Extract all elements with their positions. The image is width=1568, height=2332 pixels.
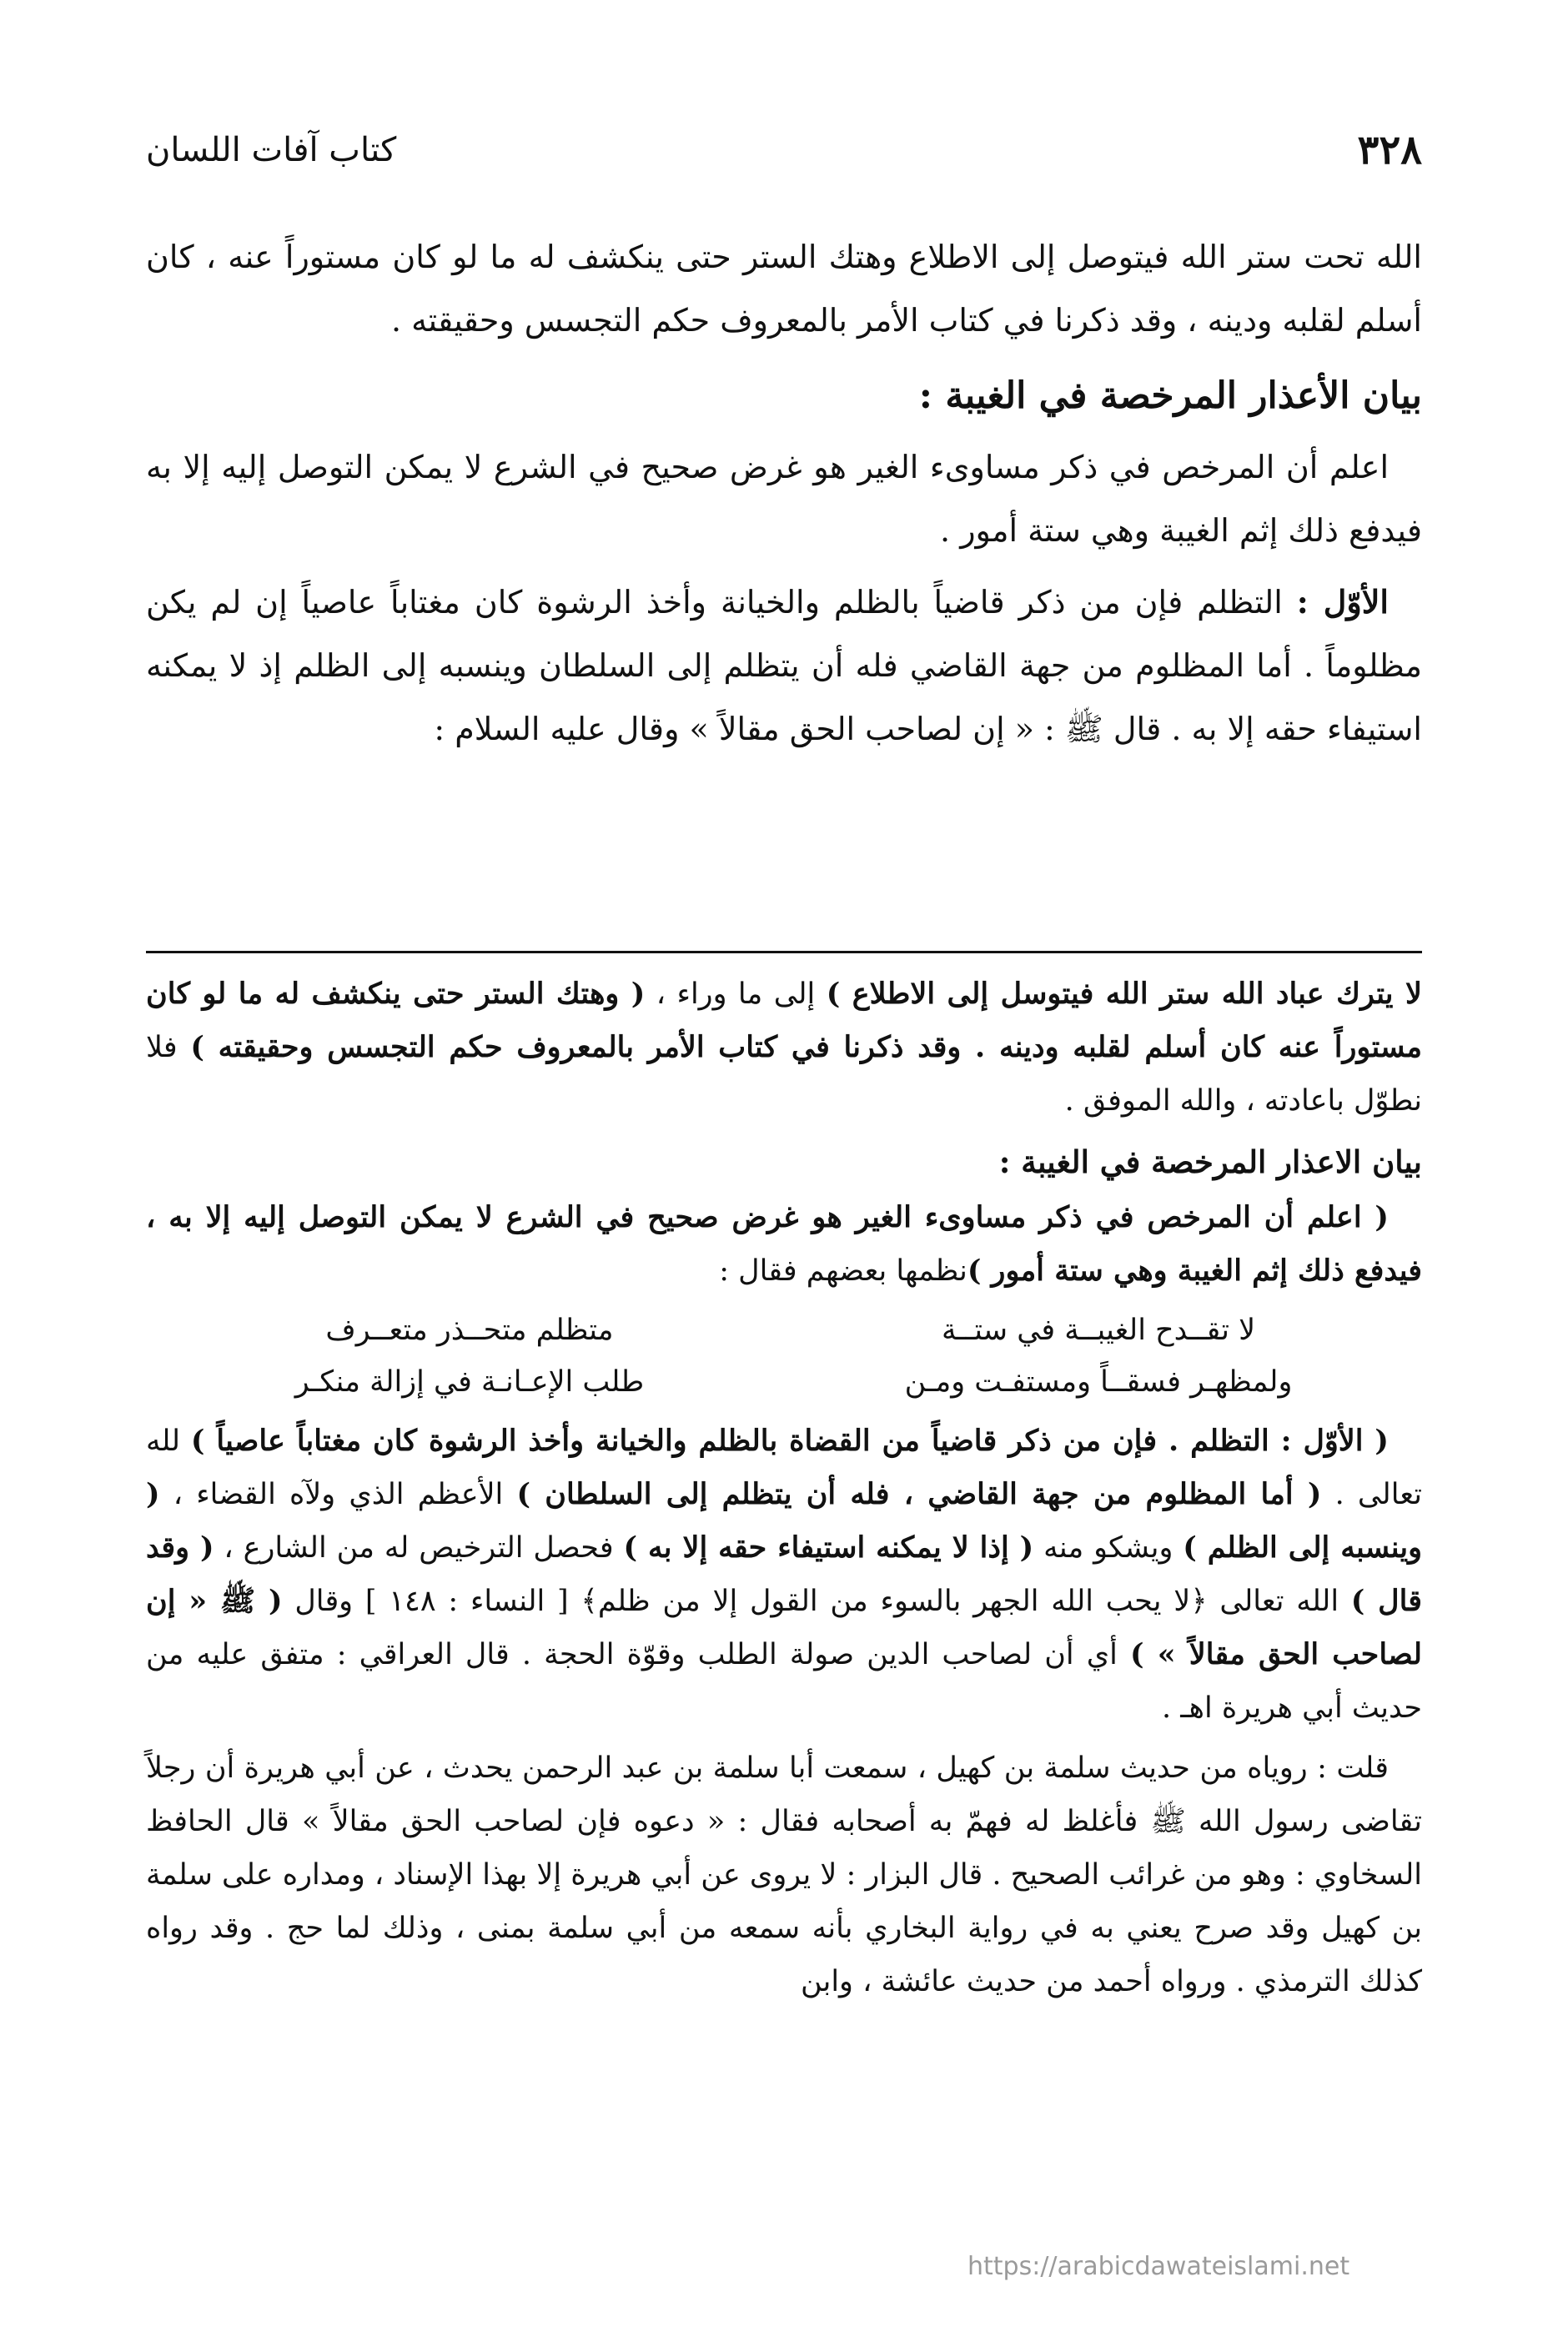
commentary-paragraph-1 bbox=[146, 967, 1422, 1128]
quoted-matn: لا يترك عباد الله ستر الله فيتوسل إلى الاطلاع ) bbox=[826, 977, 1422, 1011]
first-excuse-label: الأوّل : bbox=[1296, 583, 1389, 621]
poem bbox=[179, 1304, 1389, 1408]
running-title: كتاب آفات اللسان bbox=[146, 131, 397, 169]
page-header bbox=[146, 117, 1422, 183]
commentary-paragraph-3 bbox=[146, 1415, 1422, 1735]
quoted-matn: ( وينسبه إلى الظلم ) bbox=[146, 1477, 1422, 1565]
poem-hemistich: متظلم متحــذر متعــرف bbox=[325, 1314, 614, 1347]
poem-line bbox=[179, 1356, 1389, 1408]
commentary-gloss: ويشكو منه bbox=[1033, 1531, 1184, 1565]
commentary-text bbox=[146, 967, 1422, 2015]
commentary-gloss: فلا نطوّل باعادته ، والله الموفق . bbox=[146, 1031, 1422, 1118]
poem-hemistich: لا تقــدح الغيبــة في ستــة bbox=[941, 1314, 1256, 1347]
commentary-gloss: الأعظم الذي ولآه القضاء ، bbox=[159, 1478, 517, 1511]
quoted-matn: ( وقد قال ) bbox=[146, 1530, 1422, 1618]
commentary-heading: بيان الاعذار المرخصة في الغيبة : bbox=[998, 1143, 1422, 1180]
watermark-url: https://arabicdawateislami.net bbox=[967, 2252, 1350, 2281]
commentary-gloss: نظمها بعضهم فقال : bbox=[719, 1254, 967, 1288]
quoted-matn: ( الأوّل : التظلم . فإن من ذكر قاضياً من القضاة بالظلم والخيانة وأخذ الرشوة كان مغتاباً عاصياً ) bbox=[190, 1424, 1389, 1458]
quoted-matn: ( أما المظلوم من جهة القاضي ، فله أن يتظلم إلى السلطان ) bbox=[516, 1477, 1322, 1511]
poem-hemistich: طلب الإعـانـة في إزالة منكـر bbox=[294, 1365, 645, 1399]
main-paragraph-1: الله تحت ستر الله فيتوصل إلى الاطلاع وهتك الستر حتى ينكشف له ما لو كان مستوراً عنه ، كان أسلم لقلبه ودينه ، وقد ذكرنا في كتاب الأمر بالمعروف حكم التجسس وحقيقته . bbox=[146, 239, 1422, 339]
quoted-matn: ( إذا لا يمكنه استيفاء حقه إلا به ) bbox=[623, 1530, 1034, 1565]
footnote-divider bbox=[146, 951, 1422, 953]
commentary-gloss: أي أن لصاحب الدين صولة الطلب وقوّة الحجة . قال العراقي : متفق عليه من حديث أبي هريرة اهـ . bbox=[146, 1638, 1422, 1725]
page-number: ٣٢٨ bbox=[1357, 127, 1422, 173]
main-paragraph-3-text: التظلم فإن من ذكر قاضياً بالظلم والخيانة وأخذ الرشوة كان مغتاباً عاصياً إن لم يكن مظلوماً . أما المظلوم من جهة القاضي فله أن يتظلم إلى السلطان وينسبه إلى الظلم إذ لا يمكنه استيفاء حقه إلا به . قال ﷺ : « إن لصاحب الحق مقالاً » وقال عليه السلام : bbox=[146, 584, 1422, 747]
quoted-matn: ( ﷺ « إن لصاحب الحق مقالاً » ) bbox=[146, 1584, 1422, 1671]
commentary-paragraph-2 bbox=[146, 1191, 1422, 1298]
commentary-gloss: إلى ما وراء ، bbox=[645, 978, 827, 1011]
quoted-matn: ( اعلم أن المرخص في ذكر مساوىء الغير هو غرض صحيح في الشرع لا يمكن التوصل إليه إلا به ، فيدفع ذلك إثم الغيبة وهي ستة أمور ) bbox=[146, 1200, 1422, 1288]
main-paragraph-3 bbox=[146, 570, 1422, 761]
poem-hemistich: ولمظهـر فسقــاً ومستفـت ومـن bbox=[904, 1365, 1293, 1399]
commentary-paragraph-4: قلت : روياه من حديث سلمة بن كهيل ، سمعت أبا سلمة بن عبد الرحمن يحدث ، عن أبي هريرة أن رجلاً تقاضى رسول الله ﷺ فأغلظ له فهمّ به أصحابه فقال : « دعوه فإن لصاحب الحق مقالاً » قال الحافظ السخاوي : وهو من غرائب الصحيح . قال البزار : لا يروى عن أبي هريرة إلا بهذا الإسناد ، ومداره على سلمة بن كهيل وقد صرح يعني به في رواية البخاري بأنه سمعه من أبي سلمة بمنى ، وذلك لما حج . وقد رواه كذلك الترمذي . ورواه أحمد من حديث عائشة ، وابن bbox=[146, 1752, 1422, 1998]
commentary-gloss: الله تعالى ﴿لا يحب الله الجهر بالسوء من القول إلا من ظلم﴾ [ النساء : ١٤٨ ] وقال bbox=[282, 1585, 1351, 1618]
quoted-matn: ( وهتك الستر حتى ينكشف له ما لو كان مستوراً عنه كان أسلم لقلبه ودينه . وقد ذكرنا في كتاب الأمر بالمعروف حكم التجسس وحقيقته ) bbox=[146, 977, 1422, 1064]
main-paragraph-2: اعلم أن المرخص في ذكر مساوىء الغير هو غرض صحيح في الشرع لا يمكن التوصل إليه إلا به فيدفع ذلك إثم الغيبة وهي ستة أمور . bbox=[146, 449, 1422, 549]
section-heading: بيان الأعذار المرخصة في الغيبة : bbox=[918, 374, 1422, 417]
commentary-gloss: فحصل الترخيص له من الشارع ، bbox=[214, 1531, 624, 1565]
poem-line bbox=[179, 1304, 1389, 1356]
main-text bbox=[146, 225, 1422, 769]
commentary-gloss: لله تعالى . bbox=[146, 1425, 1423, 1511]
